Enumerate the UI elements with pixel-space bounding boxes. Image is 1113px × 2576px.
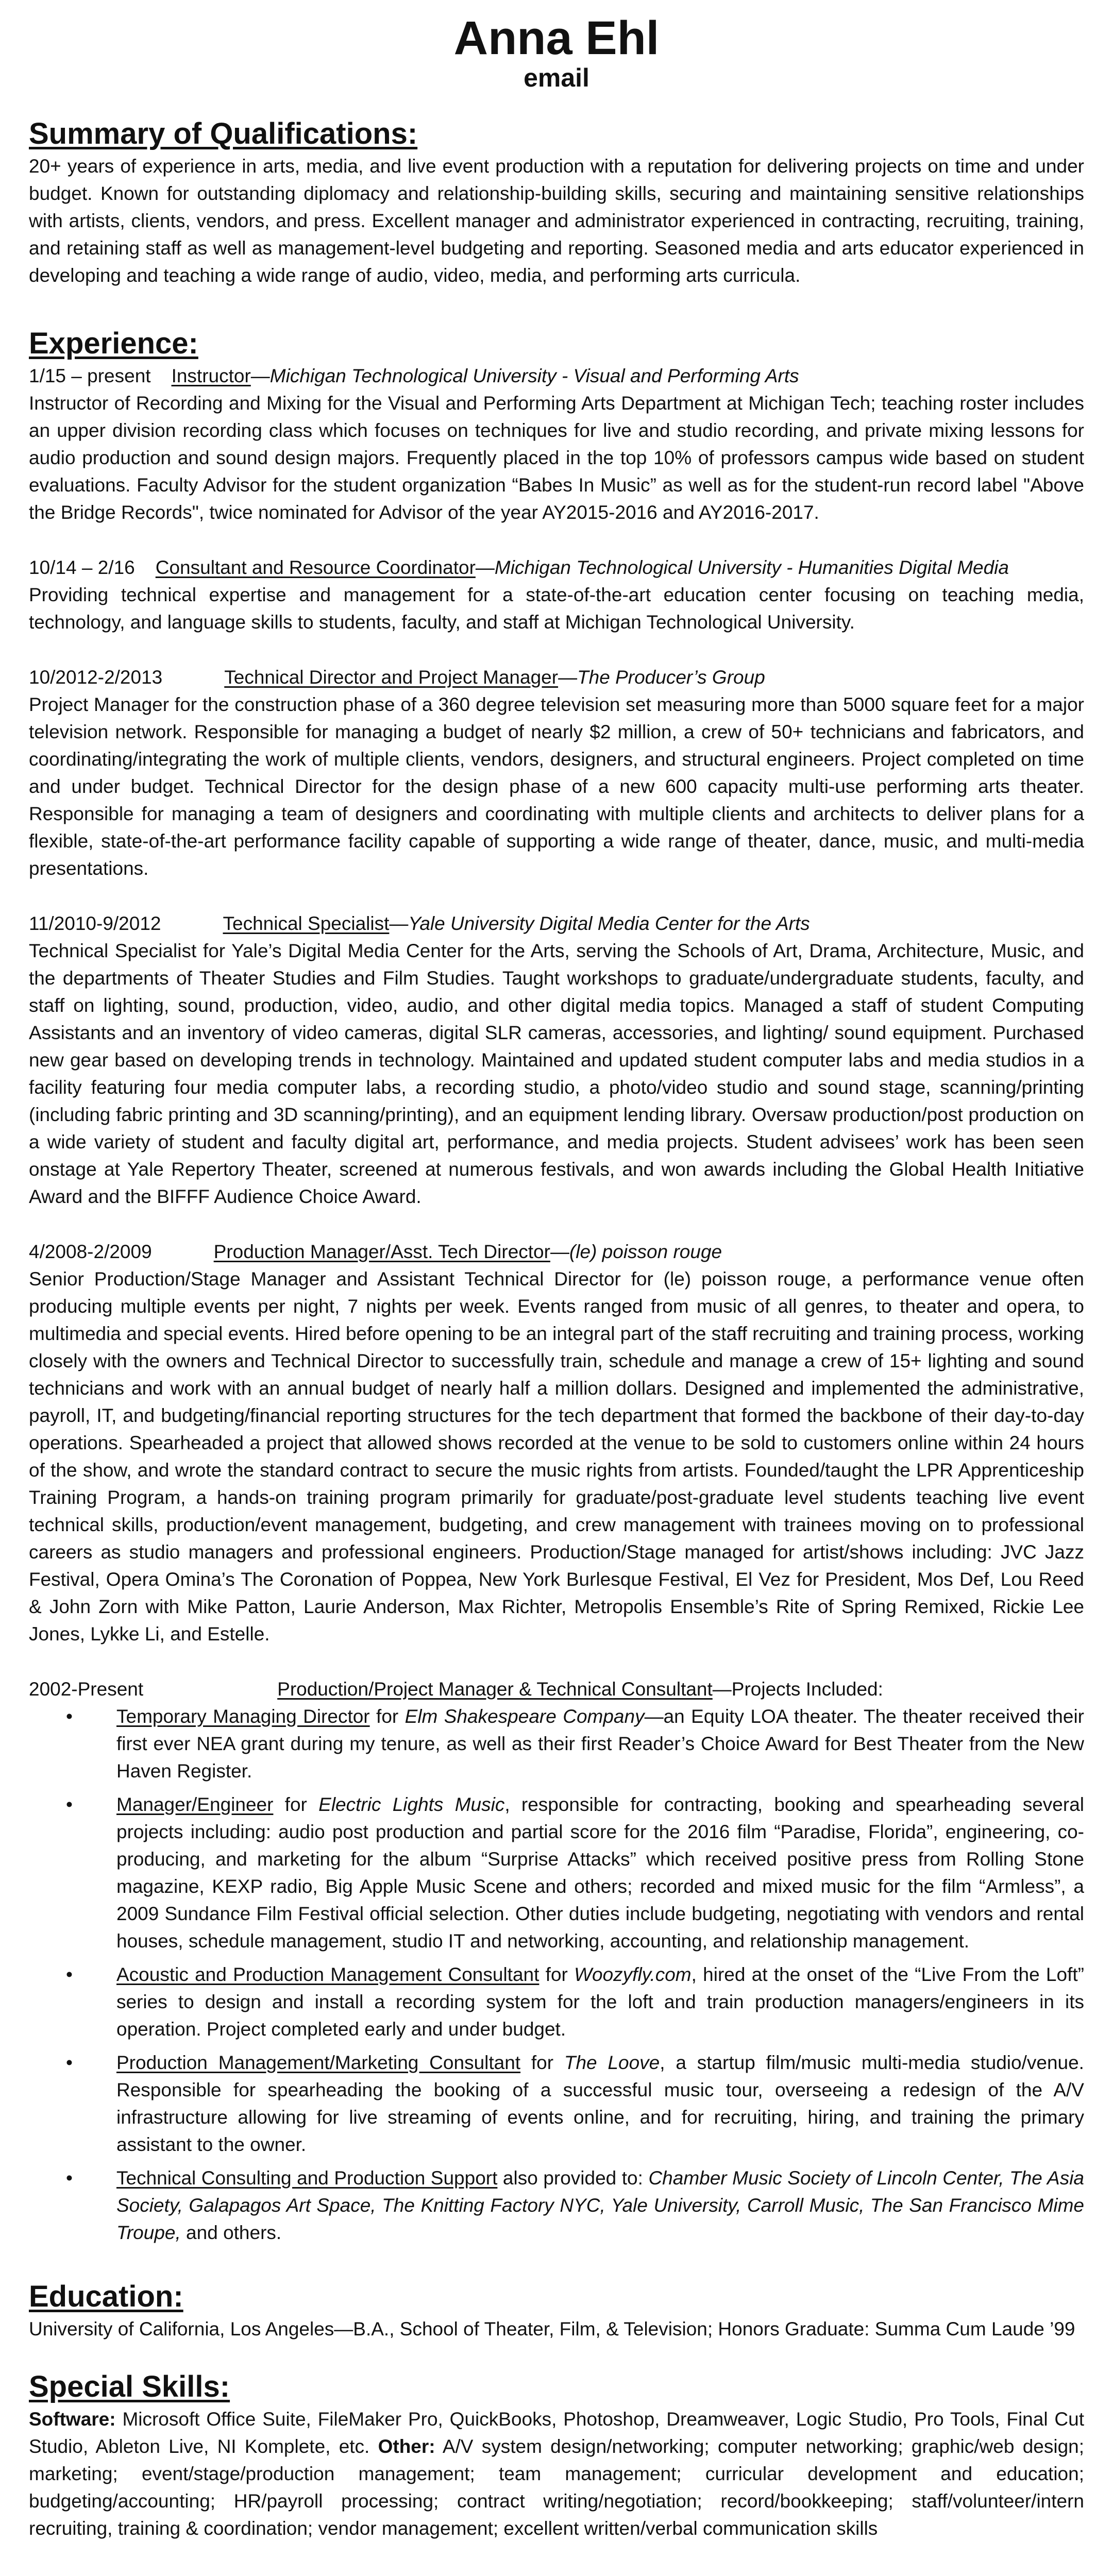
education-text: University of California, Los Angeles—B.A., School of Theater, Film, & Television; Honors Graduate: Summa Cum Laude ’99 bbox=[29, 2318, 1075, 2340]
project-connector: for bbox=[369, 1706, 405, 1727]
project-org: Chamber Music Society of Lincoln Center, The Asia Society, Galapagos Art Space, The Knitting Factory NYC, Yale University, Carroll Music, The San Francisco Mime Troupe, bbox=[116, 2167, 1084, 2243]
job-entry bbox=[29, 1238, 1084, 1648]
job-description: Instructor of Recording and Mixing for the Visual and Performing Arts Department at Michigan Tech; teaching roster includes an upper division recording class which focuses on techniques for live and studio recording, and private mixing lessons for audio production and sound design majors. Frequently placed in the top 10% of professors campus wide based on student evaluations. Faculty Advisor for the student organization “Babes In Music” as well as for the student-run record label "Above the Bridge Records", twice nominated for Advisor of the year AY2015-2016 and AY2016-2017. bbox=[29, 393, 1084, 523]
projects-list bbox=[29, 1703, 1084, 2246]
summary-heading: Summary of Qualifications: bbox=[29, 117, 418, 150]
projects-entry bbox=[29, 1675, 1084, 2246]
job-entry bbox=[29, 910, 1084, 1210]
job-heading bbox=[29, 554, 1084, 581]
job-dates: 10/2012-2/2013 bbox=[29, 667, 163, 688]
project-role: Manager/Engineer bbox=[116, 1794, 274, 1815]
list-item bbox=[29, 2049, 1084, 2158]
software-list: Microsoft Office Suite, FileMaker Pro, QuickBooks, Photoshop, Dreamweaver, Logic Studio, Pro Tools, Final Cut Studio, Ableton Live, NI Komplete, etc. bbox=[29, 2409, 1084, 2457]
job-role: Technical Director and Project Manager bbox=[224, 667, 559, 688]
project-connector: also provided to: bbox=[497, 2167, 649, 2189]
project-description: , hired at the onset of the “Live From the Loft” series to design and install a recording system for the loft and train production managers/engineers in its operation. Project completed early and under budget. bbox=[116, 1964, 1084, 2040]
experience-heading: Experience: bbox=[29, 327, 198, 360]
skills-text bbox=[29, 2405, 1084, 2542]
list-item bbox=[29, 2164, 1084, 2246]
job-org: (le) poisson rouge bbox=[569, 1241, 722, 1262]
project-role: Acoustic and Production Management Consultant bbox=[116, 1964, 539, 1985]
project-description: , responsible for contracting, booking and spearheading several projects including: audio post production and partial score for the 2016 film “Paradise, Florida”, engineering, co-producing, and marketing for the album “Surprise Attacks” which received positive press from Rolling Stone magazine, KEXP radio, Big Apple Music Scene and others; recorded and mixed music for the film “Armless”, a 2009 Sundance Film Festival official selection. Other duties include budgeting, negotiating with vendors and rental houses, schedule management, studio IT and networking, accounting, and relationship management. bbox=[116, 1794, 1084, 1952]
skills-heading: Special Skills: bbox=[29, 2370, 230, 2403]
job-heading bbox=[29, 1238, 1084, 1265]
other-skills-list: A/V system design/networking; computer networking; graphic/web design; marketing; event/stage/production management; team management; curricular development and education; budgeting/accounting; HR/payroll processing; contract writing/negotiation; record/bookkeeping; staff/volunteer/intern recruiting, training & coordination; vendor management; excellent written/verbal communication skills bbox=[29, 2436, 1085, 2539]
summary-text: 20+ years of experience in arts, media, and live event production with a reputation for delivering projects on time and under budget. Known for outstanding diplomacy and relationship-building skills, securing and maintaining sensitive relationships with artists, clients, vendors, and press. Excellent manager and administrator experienced in contracting, recruiting, training, and retaining staff as well as management-level budgeting and reporting. Seasoned media and arts educator experienced in developing and teaching a wide range of audio, video, media, and performing arts curricula. bbox=[29, 156, 1084, 286]
job-dates: 1/15 – present bbox=[29, 365, 151, 386]
job-entry bbox=[29, 664, 1084, 882]
candidate-name: Anna Ehl bbox=[453, 12, 660, 64]
job-heading bbox=[29, 362, 1084, 389]
project-role: Temporary Managing Director bbox=[116, 1706, 370, 1727]
job-dates: 11/2010-9/2012 bbox=[29, 913, 161, 934]
job-entry bbox=[29, 554, 1084, 636]
job-entry bbox=[29, 362, 1084, 526]
job-dash: — bbox=[250, 365, 270, 386]
job-role: Production Manager/Asst. Tech Director bbox=[213, 1241, 550, 1262]
job-description: Senior Production/Stage Manager and Assistant Technical Director for (le) poisson rouge, a performance venue often producing multiple events per night, 7 nights per week. Events ranged from music of all genres, to theater and opera, to multimedia and special events. Hired before opening to be an integral part of the staff recruiting and training process, working closely with the owners and Technical Director to successfully train, schedule and manage a crew of 15+ lighting and sound technicians and work with an annual budget of nearly half a million dollars. Designed and implemented the administrative, payroll, IT, and budgeting/financial reporting structures for the tech department that formed the backbone of their day-to-day operations. Spearheaded a project that allowed shows recorded at the venue to be sold to customers online within 24 hours of the show, and wrote the standard contract to secure the music rights from artists. Founded/taught the LPR Apprenticeship Training Program, a hands-on training program primarily for graduate/post-graduate level students teaching live event technical skills, production/event management, budgeting, and crew management with trainees moving on to professional careers as studio managers and professional engineers. Production/Stage managed for artist/shows including: JVC Jazz Festival, Opera Omina’s The Coronation of Poppea, New York Burlesque Festival, El Vez for President, Mos Def, Lou Reed & John Zorn with Mike Patton, Laurie Anderson, Max Richter, Metropolis Ensemble’s Rite of Spring Remixed, Rickie Lee Jones, Lykke Li, and Estelle. bbox=[29, 1268, 1084, 1645]
project-connector: for bbox=[520, 2052, 564, 2073]
job-dash: — bbox=[550, 1241, 569, 1262]
project-org: Woozyfly.com bbox=[574, 1964, 692, 1985]
projects-suffix: —Projects Included: bbox=[712, 1679, 883, 1700]
job-heading bbox=[29, 910, 1084, 937]
projects-heading bbox=[29, 1675, 1084, 1703]
project-description: , a startup film/music multi-media studio/venue. Responsible for spearheading the booking of a successful music tour, overseeing a redesign of the A/V infrastructure allowing for live streaming of events online, and for recruiting, hiring, and training the primary assistant to the owner. bbox=[116, 2052, 1084, 2155]
job-role: Instructor bbox=[171, 365, 251, 386]
project-description: —an Equity LOA theater. The theater received their first ever NEA grant during my tenure, as well as their first Reader’s Choice Award for Best Theater from the New Haven Register. bbox=[116, 1706, 1084, 1782]
project-org: Elm Shakespeare Company bbox=[404, 1706, 645, 1727]
job-dates: 10/14 – 2/16 bbox=[29, 557, 135, 578]
project-connector: for bbox=[539, 1964, 575, 1985]
job-dash: — bbox=[389, 913, 409, 934]
job-dash: — bbox=[558, 667, 578, 688]
job-role: Consultant and Resource Coordinator bbox=[155, 557, 476, 578]
list-item bbox=[29, 1791, 1084, 1955]
bullet-icon: • bbox=[66, 1794, 73, 1815]
education-heading: Education: bbox=[29, 2280, 183, 2313]
software-label: Software: bbox=[29, 2409, 116, 2430]
project-connector: for bbox=[273, 1794, 319, 1815]
job-role: Technical Specialist bbox=[223, 913, 390, 934]
job-description: Project Manager for the construction phase of a 360 degree television set measuring more than 5000 square feet for a major television network. Responsible for managing a budget of nearly $2 million, a crew of 50+ technicians and fabricators, and coordinating/integrating the work of multiple clients, vendors, designers, and structural engineers. Project completed on time and under budget. Technical Director for the design phase of a new 600 capacity multi-use performing arts theater. Responsible for managing a team of designers and coordinating with multiple clients and architects to deliver plans for a flexible, state-of-the-art performance facility capable of supporting a wide range of theater, dance, music, and multi-media presentations. bbox=[29, 694, 1084, 879]
other-label: Other: bbox=[378, 2436, 435, 2457]
projects-dates: 2002-Present bbox=[29, 1679, 144, 1700]
job-description: Technical Specialist for Yale’s Digital Media Center for the Arts, serving the Schools of Art, Drama, Architecture, Music, and the departments of Theater Studies and Film Studies. Taught workshops to graduate/undergraduate students, faculty, and staff on lighting, sound, production, video, audio, and other digital media topics. Managed a staff of student Computing Assistants and an inventory of video cameras, digital SLR cameras, accessories, and lighting/ sound equipment. Purchased new gear based on developing trends in technology. Maintained and updated student computer labs and media studios in a facility featuring four media computer labs, a recording studio, a photo/video studio and sound stage, scanning/printing (including fabric printing and 3D scanning/printing), and an equipment lending library. Oversaw production/post production on a wide variety of student and faculty digital art, performance, and media projects. Student advisees’ work has been seen onstage at Yale Repertory Theater, screened at numerous festivals, and won awards including the Global Health Initiative Award and the BIFFF Audience Choice Award. bbox=[29, 940, 1084, 1207]
job-org: The Producer’s Group bbox=[577, 667, 765, 688]
bullet-icon: • bbox=[66, 2052, 73, 2073]
projects-role: Production/Project Manager & Technical Consultant bbox=[277, 1679, 713, 1700]
candidate-email[interactable]: email bbox=[524, 63, 589, 92]
job-dates: 4/2008-2/2009 bbox=[29, 1241, 152, 1262]
job-org: Michigan Technological University - Visual and Performing Arts bbox=[269, 365, 799, 386]
job-heading bbox=[29, 664, 1084, 691]
bullet-icon: • bbox=[66, 1706, 73, 1727]
job-org: Michigan Technological University - Humanities Digital Media bbox=[494, 557, 1009, 578]
list-item bbox=[29, 1961, 1084, 2043]
project-org: The Loove bbox=[564, 2052, 660, 2073]
project-description: and others. bbox=[180, 2222, 282, 2243]
project-role: Production Management/Marketing Consultant bbox=[116, 2052, 521, 2073]
bullet-icon: • bbox=[66, 2167, 73, 2189]
job-dash: — bbox=[475, 557, 495, 578]
project-role: Technical Consulting and Production Support bbox=[116, 2167, 498, 2189]
job-org: Yale University Digital Media Center for the Arts bbox=[408, 913, 810, 934]
list-item bbox=[29, 1703, 1084, 1785]
project-org: Electric Lights Music bbox=[318, 1794, 505, 1815]
bullet-icon: • bbox=[66, 1964, 73, 1985]
job-description: Providing technical expertise and management for a state-of-the-art education center focusing on teaching media, technology, and language skills to students, faculty, and staff at Michigan Technological University. bbox=[29, 584, 1084, 633]
